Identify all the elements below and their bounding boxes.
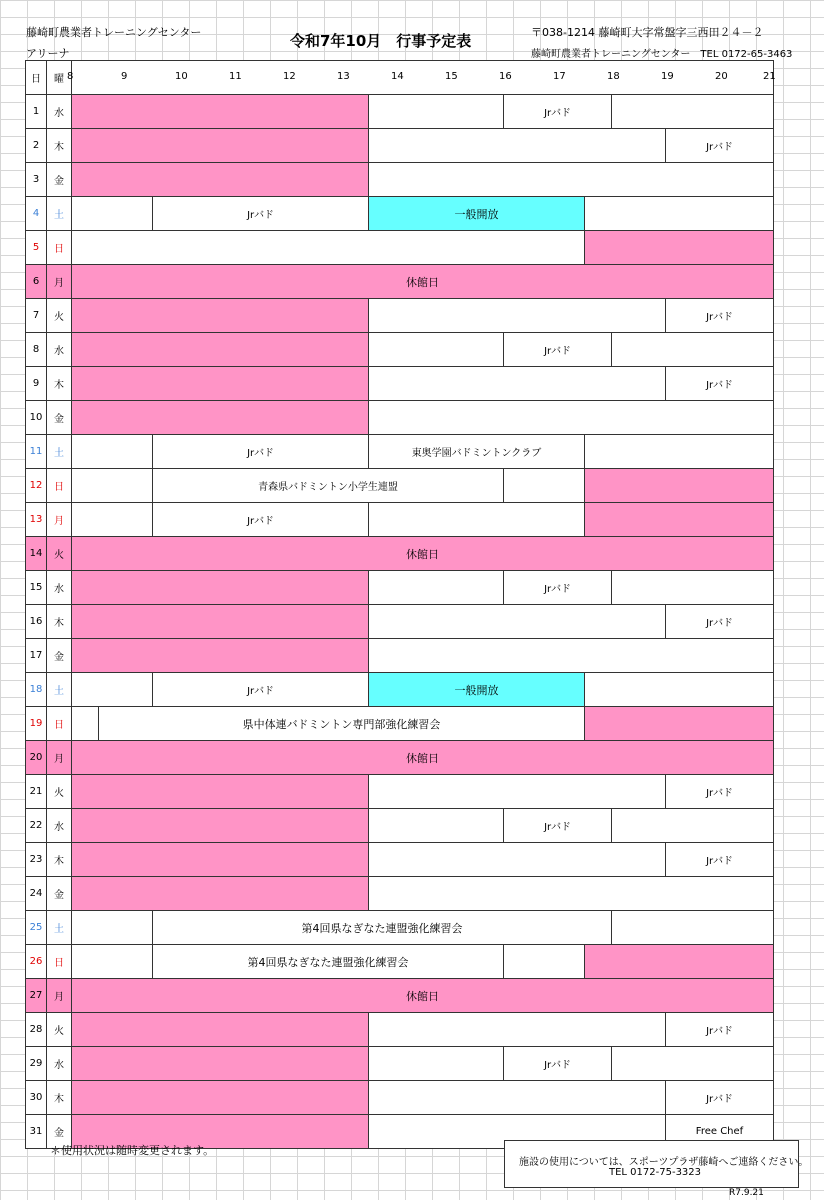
day-number: 20 xyxy=(25,740,47,775)
day-number: 3 xyxy=(25,162,47,197)
weekday-label: 日 xyxy=(46,706,72,741)
open-block xyxy=(584,434,774,469)
unavailable-block xyxy=(71,400,369,435)
hour-label: 18 xyxy=(607,71,620,82)
event-block: Jrバド xyxy=(665,1012,774,1047)
weekday-label: 金 xyxy=(46,1114,72,1149)
open-block xyxy=(368,1046,504,1081)
weekday-label: 日 xyxy=(46,230,72,265)
day-number: 1 xyxy=(25,94,47,129)
open-block xyxy=(584,196,774,231)
day-number: 14 xyxy=(25,536,47,571)
event-block: 休館日 xyxy=(71,536,774,571)
event-block: 東奥学園バドミントンクラブ xyxy=(368,434,585,469)
weekday-label: 月 xyxy=(46,740,72,775)
event-block: 第4回県なぎなた連盟強化練習会 xyxy=(152,944,504,979)
event-block: Jrバド xyxy=(503,808,612,843)
open-block xyxy=(368,128,666,163)
open-block xyxy=(71,944,153,979)
event-block: Jrバド xyxy=(503,332,612,367)
day-number: 4 xyxy=(25,196,47,231)
day-number: 15 xyxy=(25,570,47,605)
hour-label: 14 xyxy=(391,71,404,82)
unavailable-block xyxy=(71,1046,369,1081)
day-number: 21 xyxy=(25,774,47,809)
event-block: 県中体連バドミントン専門部強化練習会 xyxy=(98,706,585,741)
open-block xyxy=(368,1080,666,1115)
day-number: 24 xyxy=(25,876,47,911)
unavailable-block xyxy=(71,808,369,843)
schedule-table xyxy=(25,60,799,1140)
page-title: 令和7年10月 行事予定表 xyxy=(290,32,472,50)
day-number: 26 xyxy=(25,944,47,979)
unavailable-block xyxy=(71,604,369,639)
weekday-label: 金 xyxy=(46,162,72,197)
unavailable-block xyxy=(71,1012,369,1047)
unavailable-block xyxy=(71,94,369,129)
day-number: 9 xyxy=(25,366,47,401)
open-block xyxy=(71,196,153,231)
hour-label: 20 xyxy=(715,71,728,82)
open-block xyxy=(584,672,774,707)
weekday-label: 水 xyxy=(46,808,72,843)
open-block xyxy=(368,774,666,809)
weekday-label: 金 xyxy=(46,400,72,435)
event-block: Jrバド xyxy=(665,366,774,401)
weekday-label: 土 xyxy=(46,434,72,469)
hour-label: 8 xyxy=(67,71,74,82)
event-block: Free Chef xyxy=(665,1114,774,1149)
contact-line: 藤崎町農業者トレーニングセンター TEL 0172-65-3463 xyxy=(531,49,793,60)
open-block xyxy=(71,434,153,469)
open-block xyxy=(611,808,774,843)
contact-box-text: 施設の使用については、スポーツプラザ藤崎へご連絡ください。 xyxy=(519,1157,809,1168)
hour-label: 19 xyxy=(661,71,674,82)
unavailable-block xyxy=(71,774,369,809)
unavailable-block xyxy=(71,366,369,401)
event-block: 休館日 xyxy=(71,978,774,1013)
open-block xyxy=(71,706,99,741)
open-block xyxy=(368,366,666,401)
weekday-label: 月 xyxy=(46,502,72,537)
open-block xyxy=(368,502,585,537)
weekday-label: 金 xyxy=(46,638,72,673)
open-block xyxy=(368,332,504,367)
day-number: 29 xyxy=(25,1046,47,1081)
weekday-label: 木 xyxy=(46,1080,72,1115)
event-block: Jrバド xyxy=(503,570,612,605)
event-block: 休館日 xyxy=(71,264,774,299)
unavailable-block xyxy=(584,230,774,265)
event-block: Jrバド xyxy=(152,672,369,707)
address: 〒038-1214 藤崎町大字常盤字三西田２４－２ xyxy=(531,26,764,39)
day-column-header: 日 xyxy=(25,60,47,95)
day-number: 27 xyxy=(25,978,47,1013)
weekday-label: 水 xyxy=(46,94,72,129)
contact-box-phone: TEL 0172-75-3323 xyxy=(609,1167,702,1178)
weekday-label: 月 xyxy=(46,978,72,1013)
weekday-label: 木 xyxy=(46,128,72,163)
unavailable-block xyxy=(71,638,369,673)
hour-label: 21 xyxy=(763,71,776,82)
hour-label: 12 xyxy=(283,71,296,82)
revision-date: R7.9.21 xyxy=(729,1188,764,1198)
weekday-label: 日 xyxy=(46,944,72,979)
open-block xyxy=(71,910,153,945)
open-block xyxy=(611,570,774,605)
open-block xyxy=(368,94,504,129)
weekday-label: 水 xyxy=(46,1046,72,1081)
unavailable-block xyxy=(71,162,369,197)
day-number: 16 xyxy=(25,604,47,639)
unavailable-block xyxy=(71,876,369,911)
day-number: 13 xyxy=(25,502,47,537)
open-block xyxy=(611,94,774,129)
day-number: 2 xyxy=(25,128,47,163)
facility-name: 藤崎町農業者トレーニングセンター xyxy=(26,26,202,39)
open-block xyxy=(503,468,585,503)
event-block: Jrバド xyxy=(152,434,369,469)
hour-label: 17 xyxy=(553,71,566,82)
weekday-column-header: 曜 xyxy=(46,60,72,95)
weekday-label: 水 xyxy=(46,570,72,605)
contact-box xyxy=(504,1140,809,1188)
weekday-label: 木 xyxy=(46,366,72,401)
weekday-label: 木 xyxy=(46,842,72,877)
weekday-label: 土 xyxy=(46,672,72,707)
event-block: Jrバド xyxy=(665,604,774,639)
weekday-label: 火 xyxy=(46,536,72,571)
day-number: 25 xyxy=(25,910,47,945)
weekday-label: 月 xyxy=(46,264,72,299)
event-block: Jrバド xyxy=(152,196,369,231)
event-block: 第4回県なぎなた連盟強化練習会 xyxy=(152,910,612,945)
open-block xyxy=(368,298,666,333)
open-block xyxy=(368,876,774,911)
day-number: 11 xyxy=(25,434,47,469)
day-number: 8 xyxy=(25,332,47,367)
day-number: 28 xyxy=(25,1012,47,1047)
open-block xyxy=(71,502,153,537)
event-block: Jrバド xyxy=(503,1046,612,1081)
event-block: 休館日 xyxy=(71,740,774,775)
day-number: 5 xyxy=(25,230,47,265)
hour-label: 11 xyxy=(229,71,242,82)
event-block: 一般開放 xyxy=(368,672,585,707)
open-block xyxy=(71,468,153,503)
hour-label: 10 xyxy=(175,71,188,82)
day-number: 22 xyxy=(25,808,47,843)
day-number: 7 xyxy=(25,298,47,333)
open-block xyxy=(611,332,774,367)
event-block: Jrバド xyxy=(503,94,612,129)
unavailable-block xyxy=(584,944,774,979)
weekday-label: 火 xyxy=(46,1012,72,1047)
open-block xyxy=(503,944,585,979)
open-block xyxy=(71,672,153,707)
unavailable-block xyxy=(71,570,369,605)
unavailable-block xyxy=(71,298,369,333)
day-number: 17 xyxy=(25,638,47,673)
hour-label: 16 xyxy=(499,71,512,82)
arena-label: アリーナ xyxy=(26,47,70,60)
event-block: Jrバド xyxy=(152,502,369,537)
event-block: Jrバド xyxy=(665,842,774,877)
day-number: 23 xyxy=(25,842,47,877)
weekday-label: 土 xyxy=(46,196,72,231)
hour-label: 13 xyxy=(337,71,350,82)
event-block: Jrバド xyxy=(665,128,774,163)
unavailable-block xyxy=(71,842,369,877)
weekday-label: 日 xyxy=(46,468,72,503)
hour-label: 9 xyxy=(121,71,128,82)
unavailable-block xyxy=(71,128,369,163)
weekday-label: 火 xyxy=(46,298,72,333)
day-number: 31 xyxy=(25,1114,47,1149)
open-block xyxy=(368,638,774,673)
unavailable-block xyxy=(584,468,774,503)
day-number: 19 xyxy=(25,706,47,741)
unavailable-block xyxy=(584,502,774,537)
open-block xyxy=(368,1012,666,1047)
day-number: 6 xyxy=(25,264,47,299)
open-block xyxy=(368,842,666,877)
weekday-label: 金 xyxy=(46,876,72,911)
unavailable-block xyxy=(71,1080,369,1115)
weekday-label: 木 xyxy=(46,604,72,639)
open-block xyxy=(611,910,774,945)
day-number: 30 xyxy=(25,1080,47,1115)
day-number: 10 xyxy=(25,400,47,435)
event-block: Jrバド xyxy=(665,298,774,333)
hour-label: 15 xyxy=(445,71,458,82)
open-block xyxy=(368,400,774,435)
unavailable-block xyxy=(584,706,774,741)
day-number: 18 xyxy=(25,672,47,707)
open-block xyxy=(611,1046,774,1081)
event-block: 青森県バドミントン小学生連盟 xyxy=(152,468,504,503)
open-block xyxy=(368,162,774,197)
event-block: Jrバド xyxy=(665,1080,774,1115)
open-block xyxy=(71,230,585,265)
day-number: 12 xyxy=(25,468,47,503)
footer-note: ＊使用状況は随時変更されます。 xyxy=(50,1144,215,1157)
unavailable-block xyxy=(71,332,369,367)
weekday-label: 火 xyxy=(46,774,72,809)
open-block xyxy=(368,604,666,639)
event-block: Jrバド xyxy=(665,774,774,809)
weekday-label: 土 xyxy=(46,910,72,945)
weekday-label: 水 xyxy=(46,332,72,367)
event-block: 一般開放 xyxy=(368,196,585,231)
open-block xyxy=(368,808,504,843)
open-block xyxy=(368,570,504,605)
